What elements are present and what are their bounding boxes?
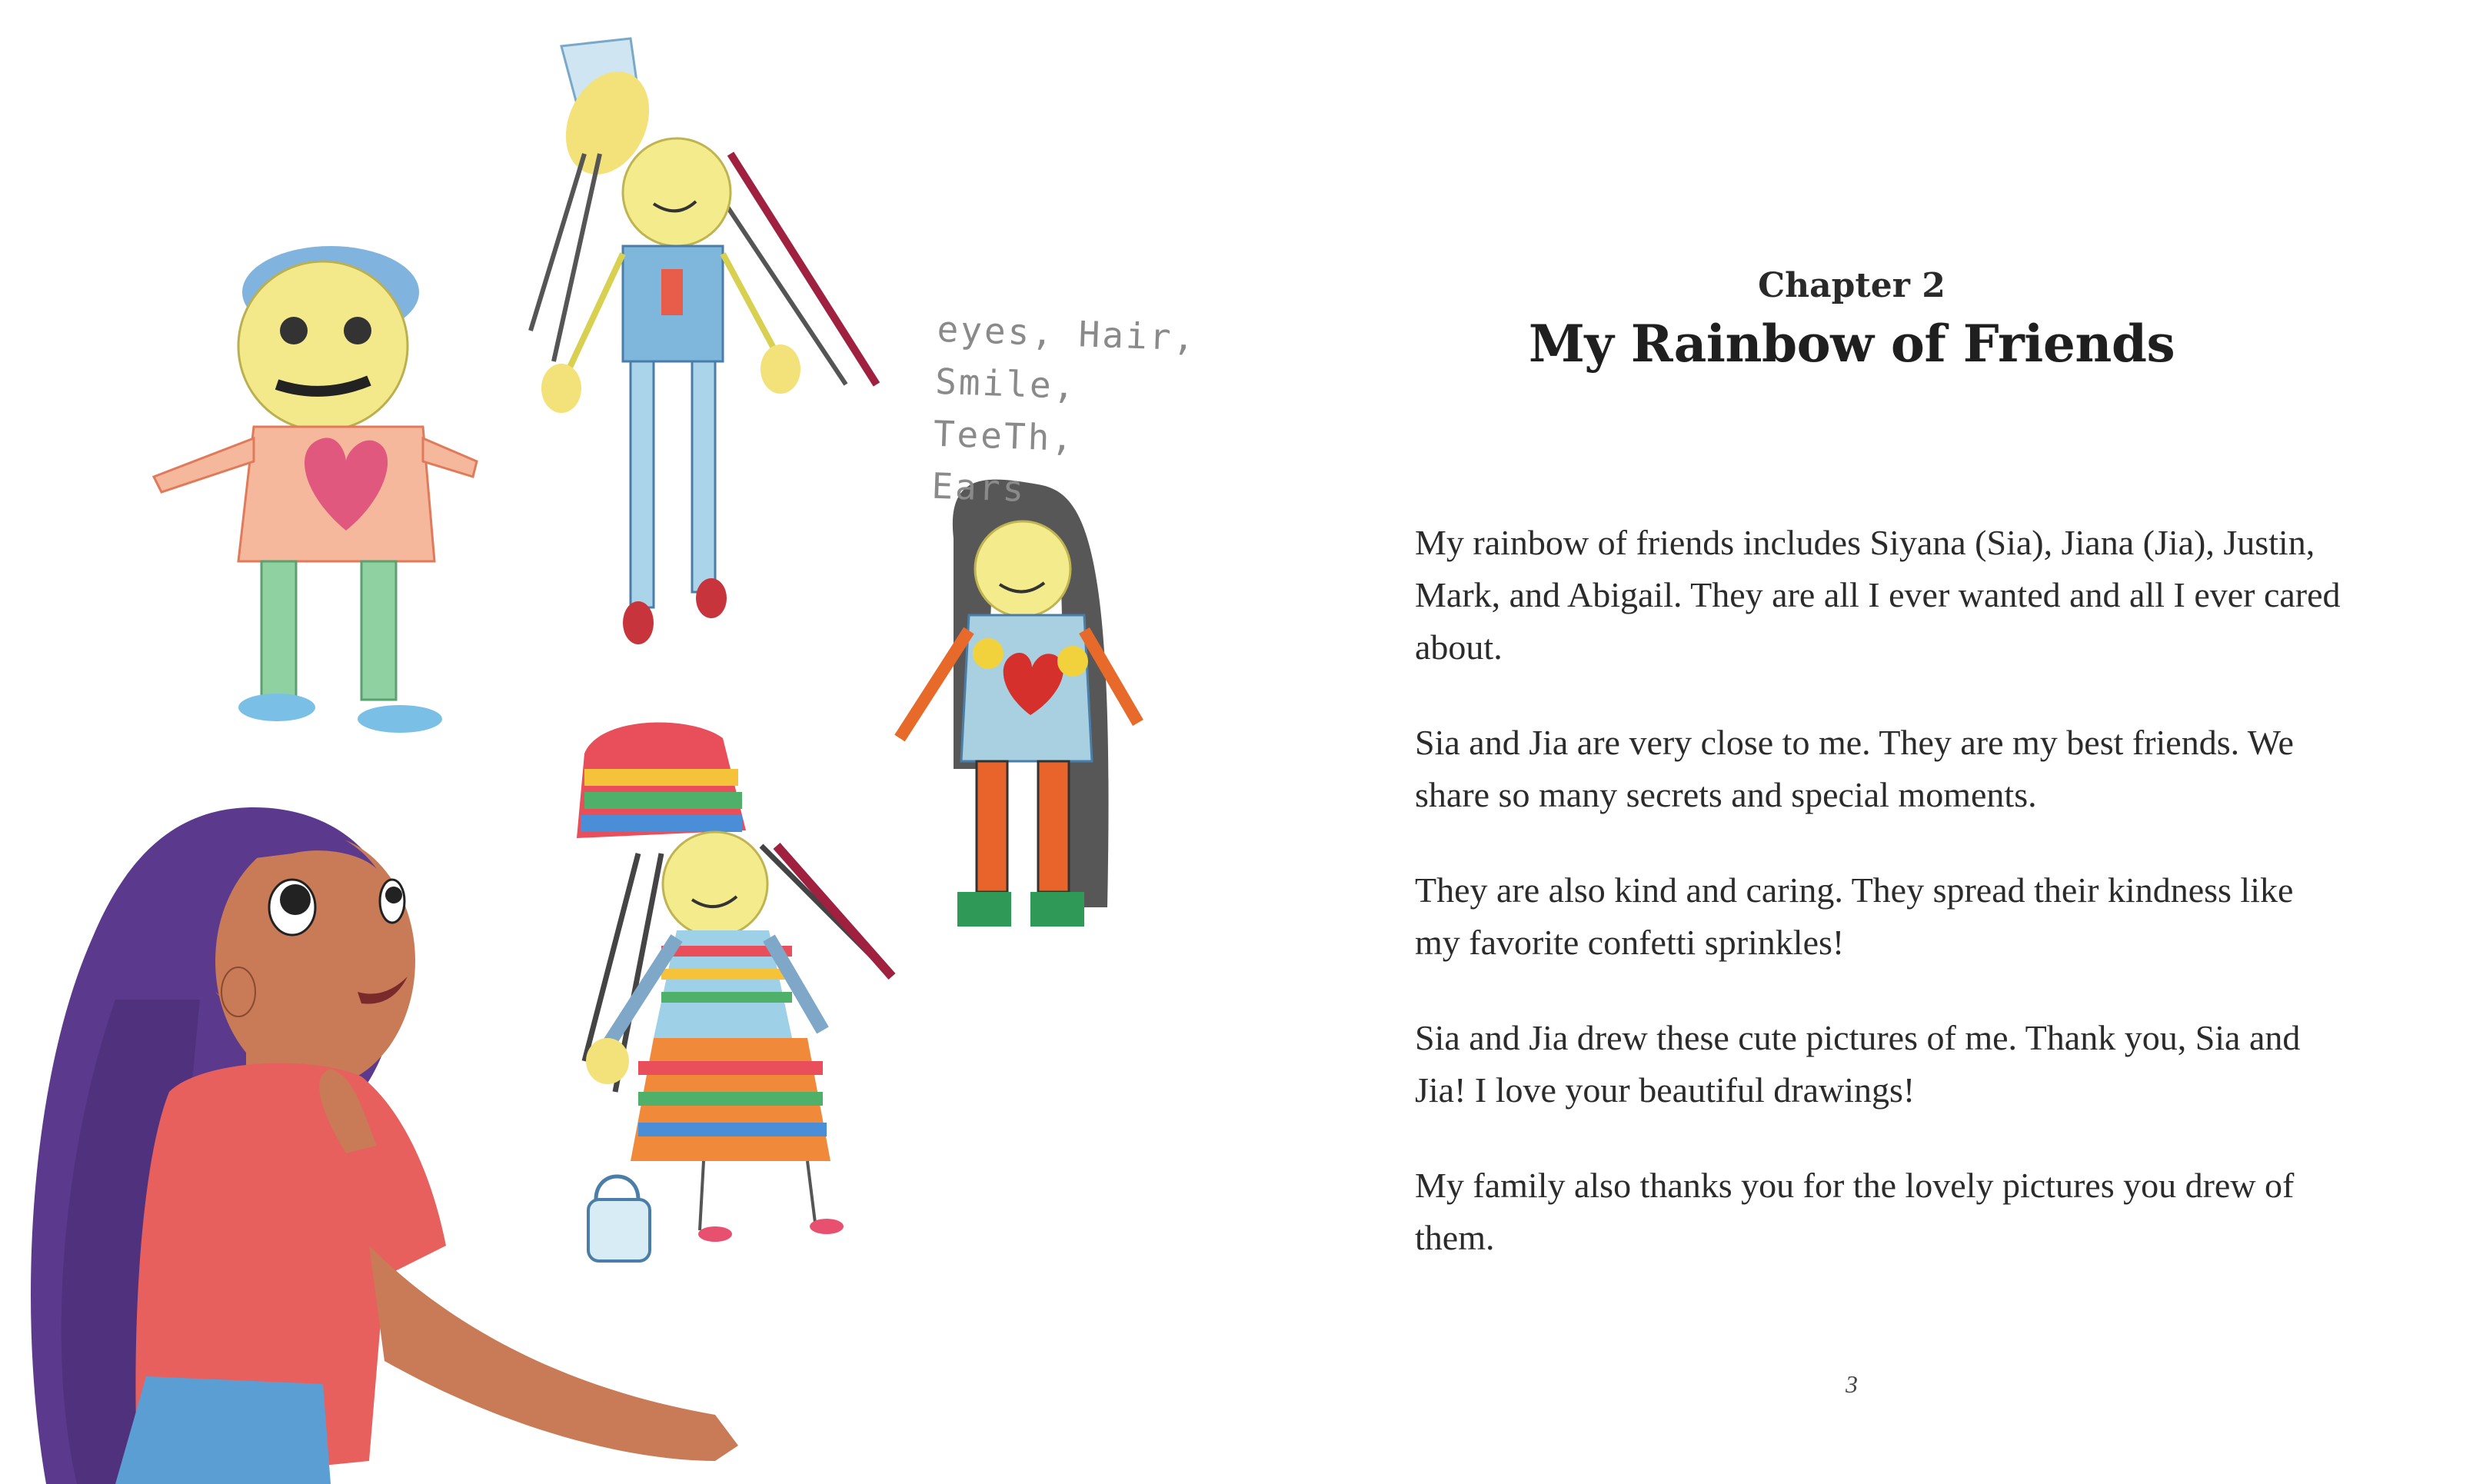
- handwritten-note: [930, 303, 1214, 521]
- girl-character: [31, 807, 738, 1484]
- handnote-line: eyes, Hair,: [936, 308, 1198, 359]
- chapter-title: My Rainbow of Friends: [1528, 314, 2175, 374]
- paragraph: Sia and Jia drew these cute pictures of me. Thank you, Sia and Jia! I love your beautiful drawings!: [1415, 1018, 2301, 1110]
- child-drawing-hat-figure: [531, 38, 877, 644]
- paragraph: They are also kind and caring. They spread their kindness like my favorite confetti sprinkles!: [1415, 870, 2294, 962]
- paragraph: Sia and Jia are very close to me. They are my best friends. We share so many secrets and special moments.: [1415, 723, 2294, 814]
- paragraph: My family also thanks you for the lovely pictures you drew of them.: [1415, 1166, 2295, 1257]
- child-drawing-long-hair-figure: [900, 480, 1138, 927]
- handnote-line: Ears: [930, 464, 1027, 510]
- page-number: 3: [1846, 1370, 1858, 1398]
- right-page: [1230, 0, 2473, 1484]
- body-text: [1415, 517, 2345, 1307]
- left-page: [0, 0, 1230, 1484]
- paragraph: My rainbow of friends includes Siyana (Sia), Jiana (Jia), Justin, Mark, and Abigail. They are all I ever wanted and all I ever cared about.: [1415, 523, 2341, 667]
- handnote-line: Smile, TeeTh,: [932, 360, 1078, 460]
- child-drawing-heart-figure: [154, 246, 477, 733]
- chapter-label: Chapter 2: [1758, 266, 1945, 305]
- illustration: [0, 0, 1230, 1484]
- child-drawing-rainbow-figure: [577, 723, 892, 1261]
